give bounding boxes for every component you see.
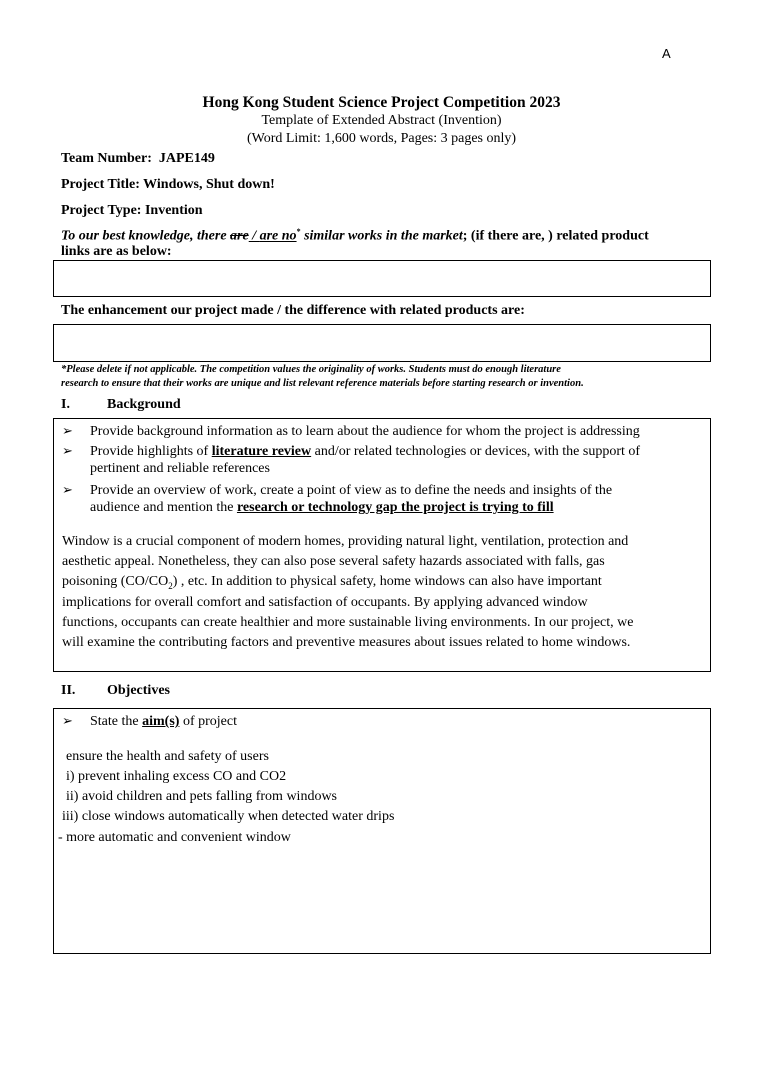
literature-review-highlight: literature review: [211, 444, 312, 459]
footnote-asterisk: *: [296, 227, 301, 236]
objective-line: - more automatic and convenient window: [58, 830, 291, 845]
objectives-bullet: State the aim(s) of project: [90, 714, 237, 729]
word-limit-note: (Word Limit: 1,600 words, Pages: 3 pages only): [246, 131, 517, 146]
background-paragraph-line: functions, occupants can create healthier and more sustainable living environments. In our project, we: [62, 615, 634, 630]
background-section-number: I.: [61, 397, 70, 412]
background-paragraph-line: aesthetic appeal. Nonetheless, they can also pose several safety hazards associated with falls, gas: [62, 554, 605, 569]
bullet-arrow-icon: ➢: [62, 713, 73, 728]
similar-works-rest: ; (if there are, ) related product: [462, 228, 649, 244]
background-bullet-1: Provide background information as to learn about the audience for whom the project is addressing: [90, 424, 640, 439]
background-bullet-3: Provide an overview of work, create a point of view as to define the needs and insights of the: [90, 483, 613, 498]
background-paragraph-line: Window is a crucial component of modern homes, providing natural light, ventilation, protection and: [62, 534, 629, 549]
footnote-line-2: research to ensure that their works are unique and list relevant reference materials before starting research or invention.: [61, 378, 584, 389]
objective-line: ensure the health and safety of users: [66, 749, 269, 764]
footnote-line-1: *Please delete if not applicable. The competition values the originality of works. Students must do enough literature: [61, 364, 561, 375]
page-corner-letter: A: [662, 46, 671, 61]
enhancement-box[interactable]: [53, 324, 711, 362]
links-label: links are as below:: [61, 244, 172, 259]
objective-line: iii) close windows automatically when detected water drips: [62, 809, 395, 824]
project-title-value: Windows, Shut down!: [143, 177, 275, 192]
enhancement-label: The enhancement our project made / the difference with related products are:: [61, 303, 525, 318]
similar-works-prefix: To our best knowledge, there: [61, 228, 227, 244]
project-type-value: Invention: [144, 203, 203, 218]
similar-works-statement: [61, 227, 649, 245]
project-title-row: [61, 177, 275, 193]
bullet-arrow-icon: ➢: [62, 423, 73, 438]
option-are-no: are no: [259, 228, 297, 244]
background-box: [53, 418, 711, 672]
aims-highlight: aim(s): [142, 714, 180, 729]
background-bullet-2-cont: pertinent and reliable references: [90, 461, 270, 476]
team-number-row: [61, 151, 215, 167]
research-gap-highlight: research or technology gap the project is trying to fill: [236, 500, 554, 515]
project-title-label: Project Title:: [61, 177, 140, 192]
background-bullet-2: Provide highlights of literature review and/or related technologies or devices, with the support of: [90, 444, 641, 459]
objectives-section-heading: Objectives: [107, 683, 170, 698]
background-bullet-3-cont: audience and mention the research or technology gap the project is trying to fill: [90, 500, 554, 515]
objective-line: ii) avoid children and pets falling from windows: [66, 789, 337, 804]
related-links-box[interactable]: [53, 260, 711, 297]
similar-works-suffix: similar works in the market: [300, 228, 463, 244]
page-title: Hong Kong Student Science Project Competition 2023: [202, 94, 561, 111]
option-are-struck: are: [230, 228, 249, 244]
bullet-arrow-icon: ➢: [62, 443, 73, 458]
project-type-row: [61, 203, 203, 219]
team-number-value: JAPE149: [158, 151, 215, 166]
background-paragraph-line: implications for overall comfort and satisfaction of occupants. By applying advanced window: [62, 595, 588, 610]
page-subtitle: Template of Extended Abstract (Invention): [261, 113, 502, 128]
team-number-label: Team Number:: [61, 151, 152, 166]
project-type-label: Project Type:: [61, 203, 142, 218]
background-section-heading: Background: [107, 397, 181, 412]
objective-line: i) prevent inhaling excess CO and CO2: [66, 769, 287, 784]
objectives-box: [53, 708, 711, 954]
bullet-arrow-icon: ➢: [62, 482, 73, 497]
background-paragraph-line: poisoning $(CO/CO_2)$ , etc. In addition to physical safety, home windows can also have important: [62, 574, 602, 591]
objectives-section-number: II.: [61, 683, 76, 698]
similar-works-options: are / are no: [230, 228, 297, 244]
background-paragraph-line: will examine the contributing factors and preventive measures about issues related to home windows.: [62, 635, 631, 650]
